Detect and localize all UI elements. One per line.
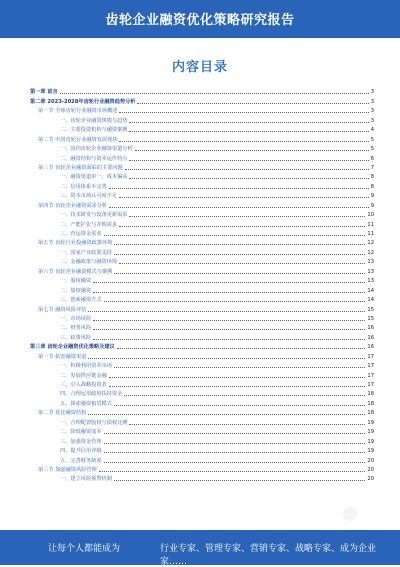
toc-entry-text: 第三章 齿轮企业融资优化策略及建议 [30,344,115,351]
toc-entry[interactable] [30,454,374,463]
toc-entry[interactable] [30,275,374,284]
toc-leader-dots [119,141,368,142]
footer-slogan-left: 让每个人都能成为 [48,544,121,554]
toc-entry-text: 二、发展供应链金融 [60,372,107,379]
toc-leader-dots [114,254,366,255]
toc-entry-text: 五、探索融资租赁模式 [60,400,112,407]
toc-leader-dots [129,160,368,161]
toc-entry-text: 二、信用体系不完善 [60,183,107,190]
toc-leader-dots [119,112,368,113]
toc-entry[interactable] [30,246,374,255]
toc-entry[interactable] [30,322,374,331]
toc-entry[interactable] [30,360,374,369]
toc-leader-dots [93,282,365,283]
toc-entry[interactable] [30,379,374,388]
toc-leader-dots [104,452,366,453]
toc-leader-dots [88,414,365,415]
toc-entry[interactable] [30,426,374,435]
toc-entry-text: 第七节 融资风险评估 [38,306,87,313]
toc-entry-page: 18 [367,400,374,407]
toc-leader-dots [119,226,365,227]
toc-leader-dots [109,386,366,387]
toc-page [22,38,378,524]
toc-leader-dots [125,169,369,170]
toc-entry-text: 三、引入战略投资者 [60,382,107,388]
footer-slogan-right: 行业专家、管理专家、营销专家、战略专家、成为企业家…… [160,544,377,567]
toc-entry-page: 5 [370,136,374,143]
toc-leader-dots [104,301,366,302]
toc-entry-text: 二、主要投资机构与融资案例 [60,127,128,134]
toc-leader-dots [109,207,369,208]
toc-leader-dots [129,424,365,425]
toc-entry[interactable] [30,95,374,104]
toc-entry-page: 9 [370,202,374,209]
toc-entry-page: 17 [367,353,374,360]
toc-entry-page: 10 [367,212,374,219]
toc-leader-dots [60,93,369,94]
toc-entry[interactable] [30,265,374,274]
report-header [0,0,400,38]
toc-entry[interactable] [30,435,374,444]
toc-entry-page: 14 [367,297,374,304]
toc-entry-text: 二、降低融资成本 [60,429,102,436]
toc-leader-dots [99,471,366,472]
toc-entry-page: 17 [367,382,374,388]
toc-entry-text: 第六节 齿轮企业融资模式与案例 [38,268,113,275]
toc-entry-page: 19 [367,429,374,436]
toc-entry[interactable] [30,209,374,218]
toc-entry-page: 16 [367,325,374,332]
toc-entry[interactable] [30,369,374,378]
toc-entry[interactable] [30,445,374,454]
toc-entry-page: 9 [370,193,374,200]
toc-entry-page: 20 [367,476,374,483]
toc-entry[interactable] [30,473,374,482]
toc-entry[interactable] [30,218,374,227]
toc-leader-dots [104,235,366,236]
toc-entry-page: 13 [367,268,374,275]
toc-entry[interactable] [30,86,374,95]
toc-entry-page: 5 [370,146,374,153]
toc-entry-page: 18 [367,410,374,417]
toc-entry-text: 一、技术研发与设备更新需求 [60,212,128,219]
toc-entry-page: 4 [370,127,374,134]
toc-leader-dots [129,216,365,217]
toc-leader-dots [117,348,366,349]
toc-entry[interactable] [30,407,374,416]
toc-leader-dots [88,311,365,312]
report-title: 齿轮企业融资优化策略研究报告 [105,13,295,28]
toc-entry[interactable] [30,190,374,199]
toc-leader-dots [114,273,365,274]
toc-entry[interactable] [30,464,374,473]
toc-entry[interactable] [30,350,374,359]
toc-entry-page: 13 [367,278,374,285]
toc-leader-dots [114,480,366,481]
toc-entry-text: 一、齿轮企业融资规模与趋势 [60,117,128,124]
toc-entry[interactable] [30,124,374,133]
toc-entry-text: 第三节 齿轮企业融资面临的主要问题 [38,164,123,171]
toc-entry-page: 18 [367,391,374,398]
toc-entry-text: 第二节 优化融资结构 [38,410,87,417]
toc-entry-page: 8 [370,174,374,181]
toc-entry-text: 第二节 中国齿轮行业融资发展现状 [38,136,118,143]
toc-entry-page: 12 [367,249,374,256]
toc-entry[interactable] [30,284,374,293]
toc-entry-text: 三、创新融资方式 [60,297,102,304]
toc-title: 内容目录 [171,60,228,75]
toc-entry-text: 一、融资渠道单一、成本偏高 [60,174,128,181]
toc-entry-page: 16 [367,334,374,341]
toc-leader-dots [93,320,365,321]
toc-entry-text: 第一节 全球齿轮行业融资市场概述 [38,108,118,115]
toc-entry-text: 第五节 齿轮行业投融资政策环境 [38,240,113,247]
toc-entry[interactable] [30,162,374,171]
toc-entry[interactable] [30,237,374,246]
toc-entry-page: 15 [367,306,374,313]
toc-leader-dots [129,131,368,132]
decorative-circle [343,507,357,521]
toc-entry[interactable] [30,152,374,161]
toc-entry-text: 三、加强资金管理 [60,438,102,445]
toc-entry-page: 8 [370,183,374,190]
toc-entry-text: 二、债权融资 [60,287,92,294]
toc-leader-dots [114,367,366,368]
toc-entry-page: 15 [367,315,374,322]
toc-entry-text: 一、股权融资 [60,278,92,285]
toc-entry-text: 一、合理配置股权与债权比例 [60,419,128,426]
toc-entry-text: 第四节 齿轮企业融资需求分析 [38,202,108,209]
toc-entry-page: 3 [370,98,374,105]
toc-entry-text: 一、积极利用资本市场 [60,363,112,370]
toc-entry[interactable] [30,388,374,397]
toc-entry-text: 第三节 加强融资风险管理 [38,466,97,473]
toc-entry-page: 19 [367,438,374,445]
toc-leader-dots [109,377,366,378]
toc-entry-page: 3 [370,108,374,115]
toc-leader-dots [104,443,366,444]
toc-entry-text: 第一章 前言 [30,89,58,96]
toc-entry-text: 五、完善财务制度 [60,457,102,464]
toc-entry-page: 11 [367,221,374,228]
toc-leader-dots [119,197,369,198]
toc-entry[interactable] [30,256,374,265]
toc-leader-dots [129,122,368,123]
toc-entry[interactable] [30,114,374,123]
toc-entry-page: 17 [367,363,374,370]
toc-entry-page: 3 [370,117,374,124]
toc-entry-text: 一、国内齿轮企业融资渠道分析 [60,146,133,153]
toc-entry-page: 13 [367,259,374,266]
toc-leader-dots [129,178,368,179]
toc-entry[interactable] [30,341,374,350]
toc-entry-text: 第二章 2023-2028年齿轮行业融资趋势分析 [30,98,136,105]
toc-entry-text: 四、合理运用政府扶持资金 [60,391,123,398]
toc-leader-dots [137,103,368,104]
toc-entry-text: 一、市场风险 [60,315,92,322]
toc-entry-page: 12 [367,240,374,247]
toc-entry[interactable] [30,133,374,142]
toc-entry[interactable] [30,228,374,237]
toc-entry[interactable] [30,105,374,114]
toc-entry[interactable] [30,171,374,180]
toc-leader-dots [109,188,369,189]
toc-entry-text: 二、财务风险 [60,325,92,332]
toc-entry-text: 一、建立风险预警机制 [60,476,112,483]
toc-entry-text: 三、营运资金需求 [60,231,102,237]
toc-entry-text: 二、金融政策与融资环境 [60,259,118,266]
toc-leader-dots [93,292,365,293]
toc-entry-text: 二、融资结构与资本运作特点 [60,155,128,162]
toc-leader-dots [114,405,366,406]
toc-entry-text: 一、国家产业政策支持 [60,249,112,256]
toc-entry[interactable] [30,294,374,303]
toc-leader-dots [88,358,365,359]
toc-entry-page: 6 [370,155,374,162]
toc-entry-page: 14 [367,287,374,294]
toc-entry[interactable] [30,313,374,322]
toc-entry[interactable] [30,180,374,189]
toc-entry-text: 三、政策风险 [60,334,92,341]
toc-entry-page: 11 [367,231,374,237]
toc-entry-page: 19 [367,448,374,455]
toc-entry-page: 20 [367,457,374,464]
toc-entry-page: 7 [370,164,374,171]
toc-entry-text: 三、资本市场认可度不足 [60,193,118,200]
toc-entry-text: 第一节 拓宽融资渠道 [38,353,87,360]
toc-leader-dots [114,244,365,245]
toc-entry-page: 20 [367,466,374,473]
toc-entry[interactable] [30,303,374,312]
toc-entry[interactable] [30,143,374,152]
toc-entry[interactable] [30,416,374,425]
toc-leader-dots [124,395,365,396]
toc-entry[interactable] [30,199,374,208]
toc-list [30,86,374,482]
report-footer [0,530,400,565]
toc-leader-dots [93,339,365,340]
toc-entry[interactable] [30,331,374,340]
toc-entry-page: 3 [370,89,374,96]
toc-leader-dots [135,150,369,151]
toc-entry[interactable] [30,397,374,406]
toc-entry-text: 二、产能扩张与并购需求 [60,221,118,228]
toc-entry-text: 四、提升信用评级 [60,448,102,455]
toc-leader-dots [104,433,366,434]
toc-leader-dots [119,263,365,264]
toc-entry-page: 16 [367,344,374,351]
toc-entry-page: 19 [367,419,374,426]
toc-entry-page: 17 [367,372,374,379]
toc-leader-dots [104,462,366,463]
toc-leader-dots [93,329,365,330]
